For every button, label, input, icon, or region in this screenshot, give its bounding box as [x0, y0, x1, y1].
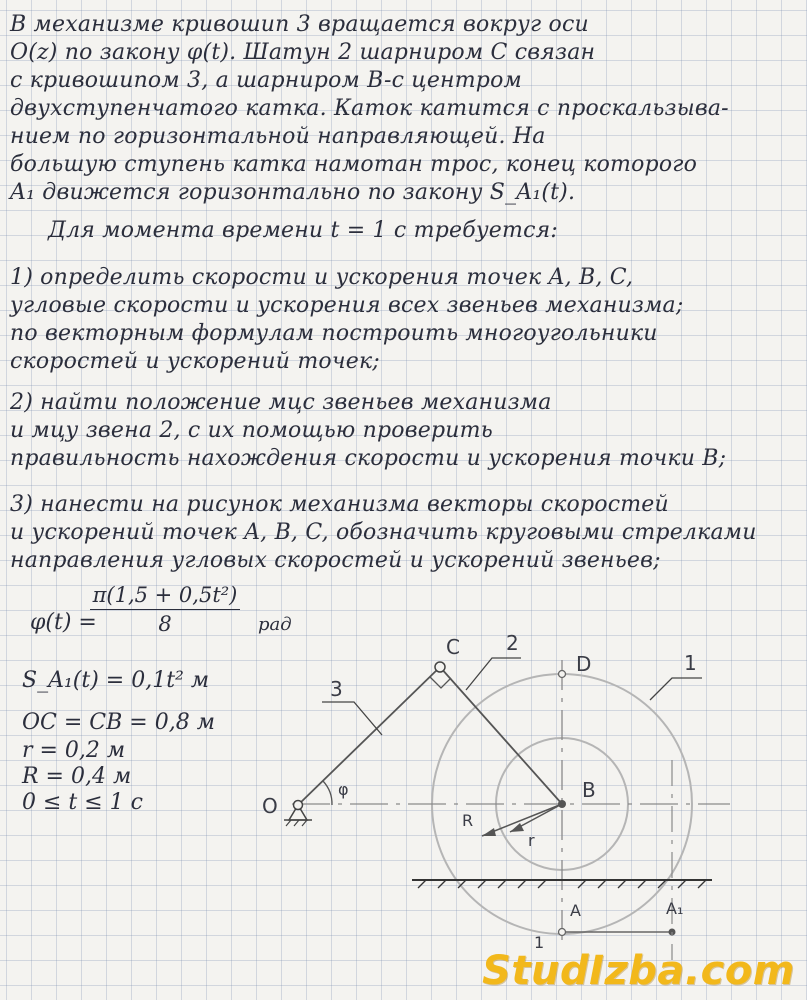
r-big-value: R = 0,4 м: [22, 764, 132, 789]
task1-line-2: угловые скорости и ускорения всех звеньев механизма;: [10, 293, 684, 318]
problem-line-6: большую ступень катка намотан трос, конец которого: [10, 152, 698, 177]
task2-line-1: 2) найти положение мцс звеньев механизма: [10, 390, 552, 415]
label-radius-small: r: [528, 831, 535, 850]
tag-3: 3: [330, 677, 343, 701]
task1-line-3: по векторным формулам построить многоугольники: [10, 321, 658, 346]
phi-denominator: 8: [158, 612, 172, 636]
phi-numerator: π(1,5 + 0,5t²): [90, 583, 240, 610]
task1-line-4: скоростей и ускорений точек;: [10, 349, 380, 374]
problem-line-3: с кривошипом 3, а шарниром B-с центром: [10, 68, 522, 93]
tag-2-leader: [466, 658, 521, 690]
phi-lhs: φ(t) =: [30, 610, 97, 635]
tag-2: 2: [506, 631, 519, 655]
task3-line-1: 3) нанести на рисунок механизма векторы скоростей: [10, 492, 669, 517]
right-angle-marker: [430, 677, 451, 688]
t-range: 0 ≤ t ≤ 1 c: [22, 790, 143, 815]
problem-line-7: A₁ движется горизонтально по закону S_A₁(t).: [10, 180, 576, 205]
tag-1-bottom: 1: [534, 933, 545, 952]
phi-arc: [323, 781, 332, 805]
task2-line-3: правильность нахождения скорости и ускорения точки B;: [10, 446, 727, 471]
label-a1: A₁: [666, 899, 684, 918]
phi-unit: рад: [258, 614, 292, 635]
tag-3-leader: [322, 702, 382, 735]
rod-2-link: [440, 667, 562, 804]
crank-3-link: [298, 667, 440, 805]
point-a: [559, 929, 566, 936]
label-radius-big: R: [462, 811, 474, 830]
watermark-logo: StudIzba.com: [482, 948, 795, 994]
label-phi: φ: [338, 780, 349, 799]
label-a: A: [570, 901, 581, 920]
problem-line-1: В механизме кривошип 3 вращается вокруг оси: [10, 12, 589, 37]
label-b: B: [582, 778, 596, 802]
label-c: C: [446, 635, 460, 659]
label-d: D: [576, 652, 592, 676]
moment-line: Для момента времени t = 1 c требуется:: [48, 218, 558, 243]
oc-cb-value: OC = CB = 0,8 м: [22, 710, 215, 735]
s-formula: S_A₁(t) = 0,1t² м: [22, 668, 210, 693]
task2-line-2: и мцу звена 2, с их помощью проверить: [10, 418, 493, 443]
r-small-value: r = 0,2 м: [22, 738, 126, 763]
task1-line-1: 1) определить скорости и ускорения точек A, B, C,: [10, 265, 634, 290]
problem-line-2: O(z) по закону φ(t). Шатун 2 шарниром C связан: [10, 40, 596, 65]
joint-c: [435, 662, 445, 672]
tag-1: 1: [684, 651, 697, 675]
task3-line-3: направления угловых скоростей и ускорений звеньев;: [10, 548, 661, 573]
point-d: [559, 671, 566, 678]
tag-1-leader: [650, 678, 702, 700]
radius-big-arrowhead: [482, 828, 496, 836]
task3-line-2: и ускорений точек A, B, C, обозначить круговыми стрелками: [10, 520, 757, 545]
problem-line-5: нием по горизонтальной направляющей. На: [10, 124, 546, 149]
problem-line-4: двухступенчатого катка. Каток катится с проскальзыва-: [10, 96, 729, 121]
label-o: O: [262, 794, 278, 818]
